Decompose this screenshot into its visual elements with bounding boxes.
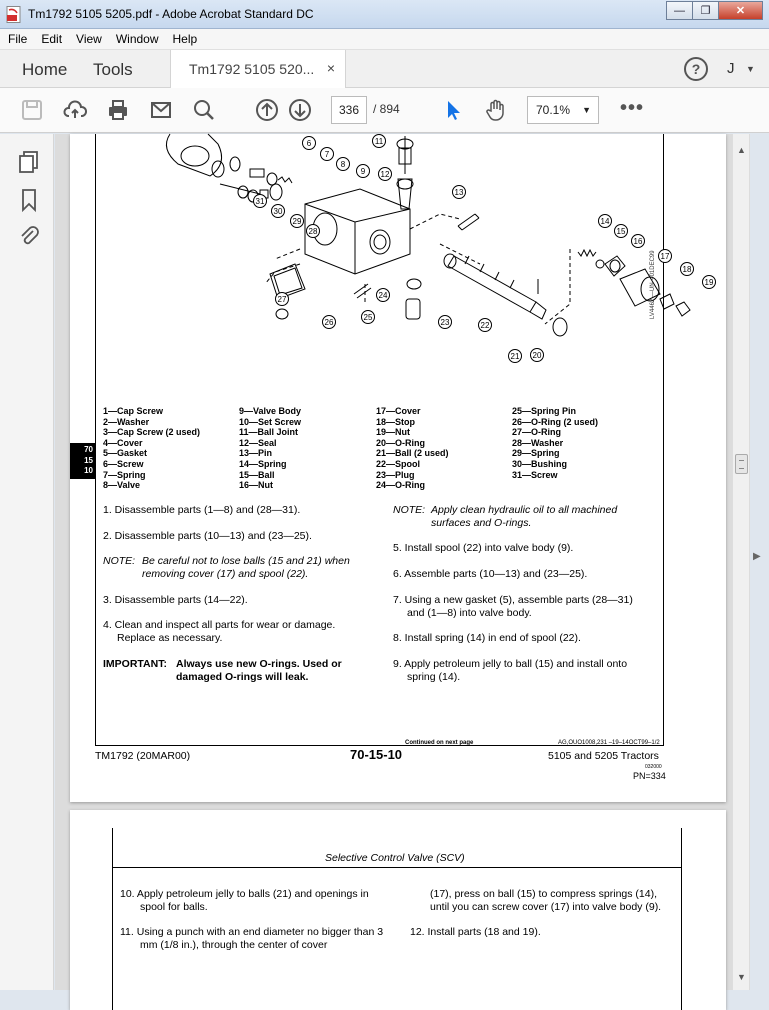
parts-legend-col-1: 1—Cap Screw 2—Washer 3—Cap Screw (2 used) 4—Cover 5—Gasket 6—Screw 7—Spring 8—Valve <box>103 406 201 491</box>
parts-legend-col-4: 25—Spring Pin 26—O-Ring (2 used) 27—O-Ring 28—Washer 29—Spring 30—Bushing 31—Screw <box>512 406 599 480</box>
step-1: 1. Disassemble parts (1—8) and (28—31). <box>103 504 301 516</box>
minimize-button[interactable]: — <box>666 1 693 20</box>
select-pointer-icon[interactable] <box>442 98 466 122</box>
step-10: 10. Apply petroleum jelly to balls (21) and openings in spool for balls. <box>120 888 369 913</box>
callout-14: 14 <box>600 217 610 226</box>
callout-23: 23 <box>440 318 450 327</box>
menu-help[interactable]: Help <box>172 32 198 46</box>
parts-legend-col-3: 17—Cover 18—Stop 19—Nut 20—O-Ring 21—Ball (2 used) 22—Spool 23—Plug 24—O-Ring <box>376 406 449 491</box>
email-icon[interactable] <box>149 98 173 122</box>
chevron-down-icon: ▼ <box>582 105 591 115</box>
callout-26: 26 <box>324 318 334 327</box>
zoom-value: 70.1% <box>536 103 571 117</box>
callout-25: 25 <box>363 313 373 322</box>
menu-window[interactable]: Window <box>115 32 159 46</box>
footer-manual-id: TM1792 (20MAR00) <box>95 750 191 762</box>
help-icon[interactable]: ? <box>684 57 708 81</box>
parts-legend-col-2: 9—Valve Body 10—Set Screw 11—Ball Joint 12—Seal 13—Pin 14—Spring 15—Ball 16—Nut <box>239 406 302 491</box>
reference-code: AG,OUO1008,231 –19–14OCT99–1/2 <box>558 740 660 746</box>
page-thumbnails-icon[interactable] <box>18 150 40 174</box>
left-navigation-rail <box>0 134 54 990</box>
step-9: 9. Apply petroleum jelly to ball (15) and install onto spring (14). <box>393 658 628 683</box>
callout-7: 7 <box>324 150 330 159</box>
cloud-upload-icon[interactable] <box>63 98 87 122</box>
search-icon[interactable] <box>192 98 216 122</box>
callout-27: 27 <box>277 295 287 304</box>
close-button[interactable]: ✕ <box>718 1 763 20</box>
note-balls: NOTE: Be careful not to lose balls (15 and 21) when removing cover (17) and spool (22). <box>103 555 350 580</box>
footer-page-number: 70-15-10 <box>350 747 403 762</box>
callout-18: 18 <box>682 265 692 274</box>
footer-model: 5105 and 5205 Tractors <box>548 750 659 762</box>
step-6: 6. Assemble parts (10—13) and (23—25). <box>393 568 588 580</box>
callout-31: 31 <box>255 197 265 206</box>
callout-22: 22 <box>480 321 490 330</box>
save-icon[interactable] <box>20 98 44 122</box>
step-4: 4. Clean and inspect all parts for wear or damage. Replace as necessary. <box>103 619 336 644</box>
callout-29: 29 <box>292 217 302 226</box>
section-title: Selective Control Valve (SCV) <box>325 852 465 864</box>
callout-16: 16 <box>633 237 643 246</box>
window-title: Tm1792 5105 5205.pdf - Adobe Acrobat Standard DC <box>28 7 314 21</box>
scroll-down-icon[interactable]: ▼ <box>737 972 746 982</box>
step-12: 12. Install parts (18 and 19). <box>410 926 541 938</box>
note-hydraulic-oil: NOTE: Apply clean hydraulic oil to all machined surfaces and O-rings. <box>393 504 618 529</box>
scroll-up-icon[interactable]: ▲ <box>737 145 746 155</box>
section-tab: 70 15 10 <box>70 443 95 479</box>
vertical-scrollbar[interactable] <box>732 134 749 990</box>
callout-19: 19 <box>704 278 714 287</box>
callout-labels <box>254 135 716 363</box>
print-icon[interactable] <box>106 98 130 122</box>
title-bar <box>0 0 769 29</box>
window-controls <box>666 1 763 20</box>
callout-17: 17 <box>660 252 670 261</box>
more-tools-button[interactable]: ••• <box>620 97 645 119</box>
callout-21: 21 <box>510 352 520 361</box>
callout-11: 11 <box>374 137 384 146</box>
important-notice: IMPORTANT: Always use new O-rings. Used or damaged O-rings will leak. <box>103 658 342 683</box>
callout-15: 15 <box>616 227 626 236</box>
bookmarks-icon[interactable] <box>18 188 40 212</box>
next-page-icon[interactable] <box>288 98 312 122</box>
tab-home[interactable]: Home <box>22 60 68 79</box>
menu-edit[interactable]: Edit <box>41 32 63 46</box>
menu-bar <box>0 29 769 50</box>
tab-tools[interactable]: Tools <box>93 60 133 79</box>
footer-pn: PN=334 <box>633 771 666 781</box>
menu-view[interactable]: View <box>76 32 102 46</box>
step-11-continued: (17), press on ball (15) to compress springs (14), until you can screw cover (17) into valve body (9). <box>430 888 662 913</box>
step-11: 11. Using a punch with an end diameter no bigger than 3 mm (1/8 in.), through the center of cover <box>120 926 384 951</box>
document-tab-label: Tm1792 5105 520... <box>189 61 315 77</box>
maximize-button[interactable]: ❐ <box>692 1 719 20</box>
prev-page-icon[interactable] <box>255 98 279 122</box>
callout-8: 8 <box>340 160 346 169</box>
page-number-input[interactable]: 336 <box>331 96 367 124</box>
step-5: 5. Install spool (22) into valve body (9). <box>393 542 574 554</box>
step-8: 8. Install spring (14) in end of spool (22). <box>393 632 581 644</box>
callout-9: 9 <box>360 167 366 176</box>
figure-code: LV4462 —UN—01DEC99 <box>650 250 656 319</box>
pdf-page <box>70 134 726 802</box>
menu-file[interactable]: File <box>8 32 28 46</box>
step-7: 7. Using a new gasket (5), assemble parts (28—31) and (1—8) into valve body. <box>393 594 633 619</box>
step-2: 2. Disassemble parts (10—13) and (23—25). <box>103 530 312 542</box>
callout-30: 30 <box>273 207 283 216</box>
page-count: / 894 <box>373 102 400 116</box>
callout-12: 12 <box>380 170 390 179</box>
user-account-button[interactable]: J <box>727 60 735 77</box>
hand-tool-icon[interactable] <box>484 98 508 122</box>
callout-20: 20 <box>532 351 542 360</box>
chevron-down-icon[interactable]: ▼ <box>746 64 755 74</box>
pdf-file-icon <box>6 6 22 23</box>
exploded-valve-diagram <box>100 134 714 394</box>
app-tab-bar <box>0 50 769 88</box>
collapse-right-panel-icon[interactable]: ▶ <box>753 551 761 562</box>
footer-date-code: 032000 <box>645 764 662 770</box>
zoom-select[interactable] <box>527 96 599 124</box>
step-3: 3. Disassemble parts (14—22). <box>103 594 248 606</box>
callout-24: 24 <box>378 291 388 300</box>
document-viewport[interactable] <box>55 134 750 990</box>
scroll-thumb[interactable] <box>735 454 748 474</box>
pdf-page-next <box>70 810 726 1010</box>
continued-note: Continued on next page <box>405 740 474 746</box>
callout-6: 6 <box>306 139 312 148</box>
attachments-icon[interactable] <box>18 224 40 248</box>
callout-28: 28 <box>308 227 318 236</box>
tab-document[interactable] <box>170 50 346 88</box>
close-tab-icon[interactable]: × <box>326 60 335 76</box>
callout-13: 13 <box>454 188 464 197</box>
